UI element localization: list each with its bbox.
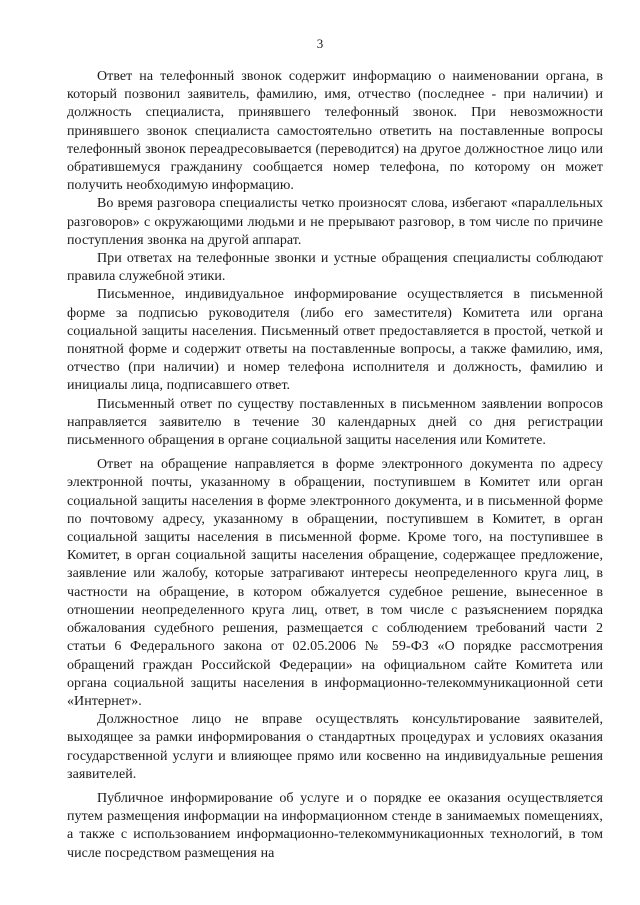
paragraph-conversation-rules: Во время разговора специалисты четко произносят слова, избегают «параллельных разговоров» с окружающими людьми и не прерывают разговор, в том числе по причине поступления звонка на другой аппарат. [67, 196, 603, 248]
paragraph-service-ethics: При ответах на телефонные звонки и устные обращения специалисты соблюдают правила служебной этики. [67, 251, 603, 285]
page-number: 3 [316, 36, 324, 51]
document-body [67, 68, 603, 863]
paragraph-public-informing: Публичное информирование об услуге и о порядке ее оказания осуществляется путем размещения информации на информационном стенде в занимаемых помещениях, а также с использованием информационно-телекоммуникационных технологий, в том числе посредством размещения на [67, 790, 603, 861]
paragraph-phone-answer: Ответ на телефонный звонок содержит информацию о наименовании органа, в который позвонил заявитель, фамилию, имя, отчество (последнее - при наличии) и должность специалиста, принявшего телефонный звонок. При невозможности принявшего звонок специалиста самостоятельно ответить на поставленные вопросы телефонный звонок переадресовывается (переводится) на другое должностное лицо или обратившемуся гражданину сообщается номер телефона, по которому он может получить необходимую информацию. [67, 69, 603, 194]
paragraph-electronic-response: Ответ на обращение направляется в форме электронного документа по адресу электронной почты, указанному в обращении, поступившем в Комитет или орган социальной защиты населения в форме электронного документа, и в письменной форме по почтовому адресу, указанному в обращении, поступившем в Комитет, в орган социальной защиты населения в письменной форме. Кроме того, на поступившее в Комитет, в орган социальной защиты населения обращение, содержащее предложение, заявление или жалобу, которые затрагивают интересы неопределенного круга лиц, в частности на обращение, в котором обжалуется судебное решение, вынесенное в отношении неопределенного круга лиц, ответ, в том числе с разъяснением порядка обжалования судебного решения, размещается с соблюдением требований части 2 статьи 6 Федерального закона от 02.05.2006 № 59-ФЗ «О порядке рассмотрения обращений граждан Российской Федерации» на официальном сайте Комитета или органа социальной защиты населения в информационно-телекоммуникационной сети «Интернет». [67, 457, 603, 709]
paragraph-consulting-limits: Должностное лицо не вправе осуществлять консультирование заявителей, выходящее за рамки информирования о стандартных процедурах и условиях оказания государственной услуги и влияющее прямо или косвенно на индивидуальные решения заявителей. [67, 712, 603, 782]
paragraph-written-response-term: Письменный ответ по существу поставленных в письменном заявлении вопросов направляется заявителю в течение 30 календарных дней со дня регистрации письменного обращения в органе социальной защиты населения или Комитете. [67, 396, 603, 449]
paragraph-written-informing: Письменное, индивидуальное информирование осуществляется в письменной форме за подписью руководителя (либо его заместителя) Комитета или органа социальной защиты населения. Письменный ответ предоставляется в простой, четкой и понятной форме и содержит ответы на поставленные вопросы, а также фамилию, имя, отчество (при наличии) и номер телефона исполнителя и должность, фамилию и инициалы лица, подписавшего ответ. [67, 287, 603, 394]
